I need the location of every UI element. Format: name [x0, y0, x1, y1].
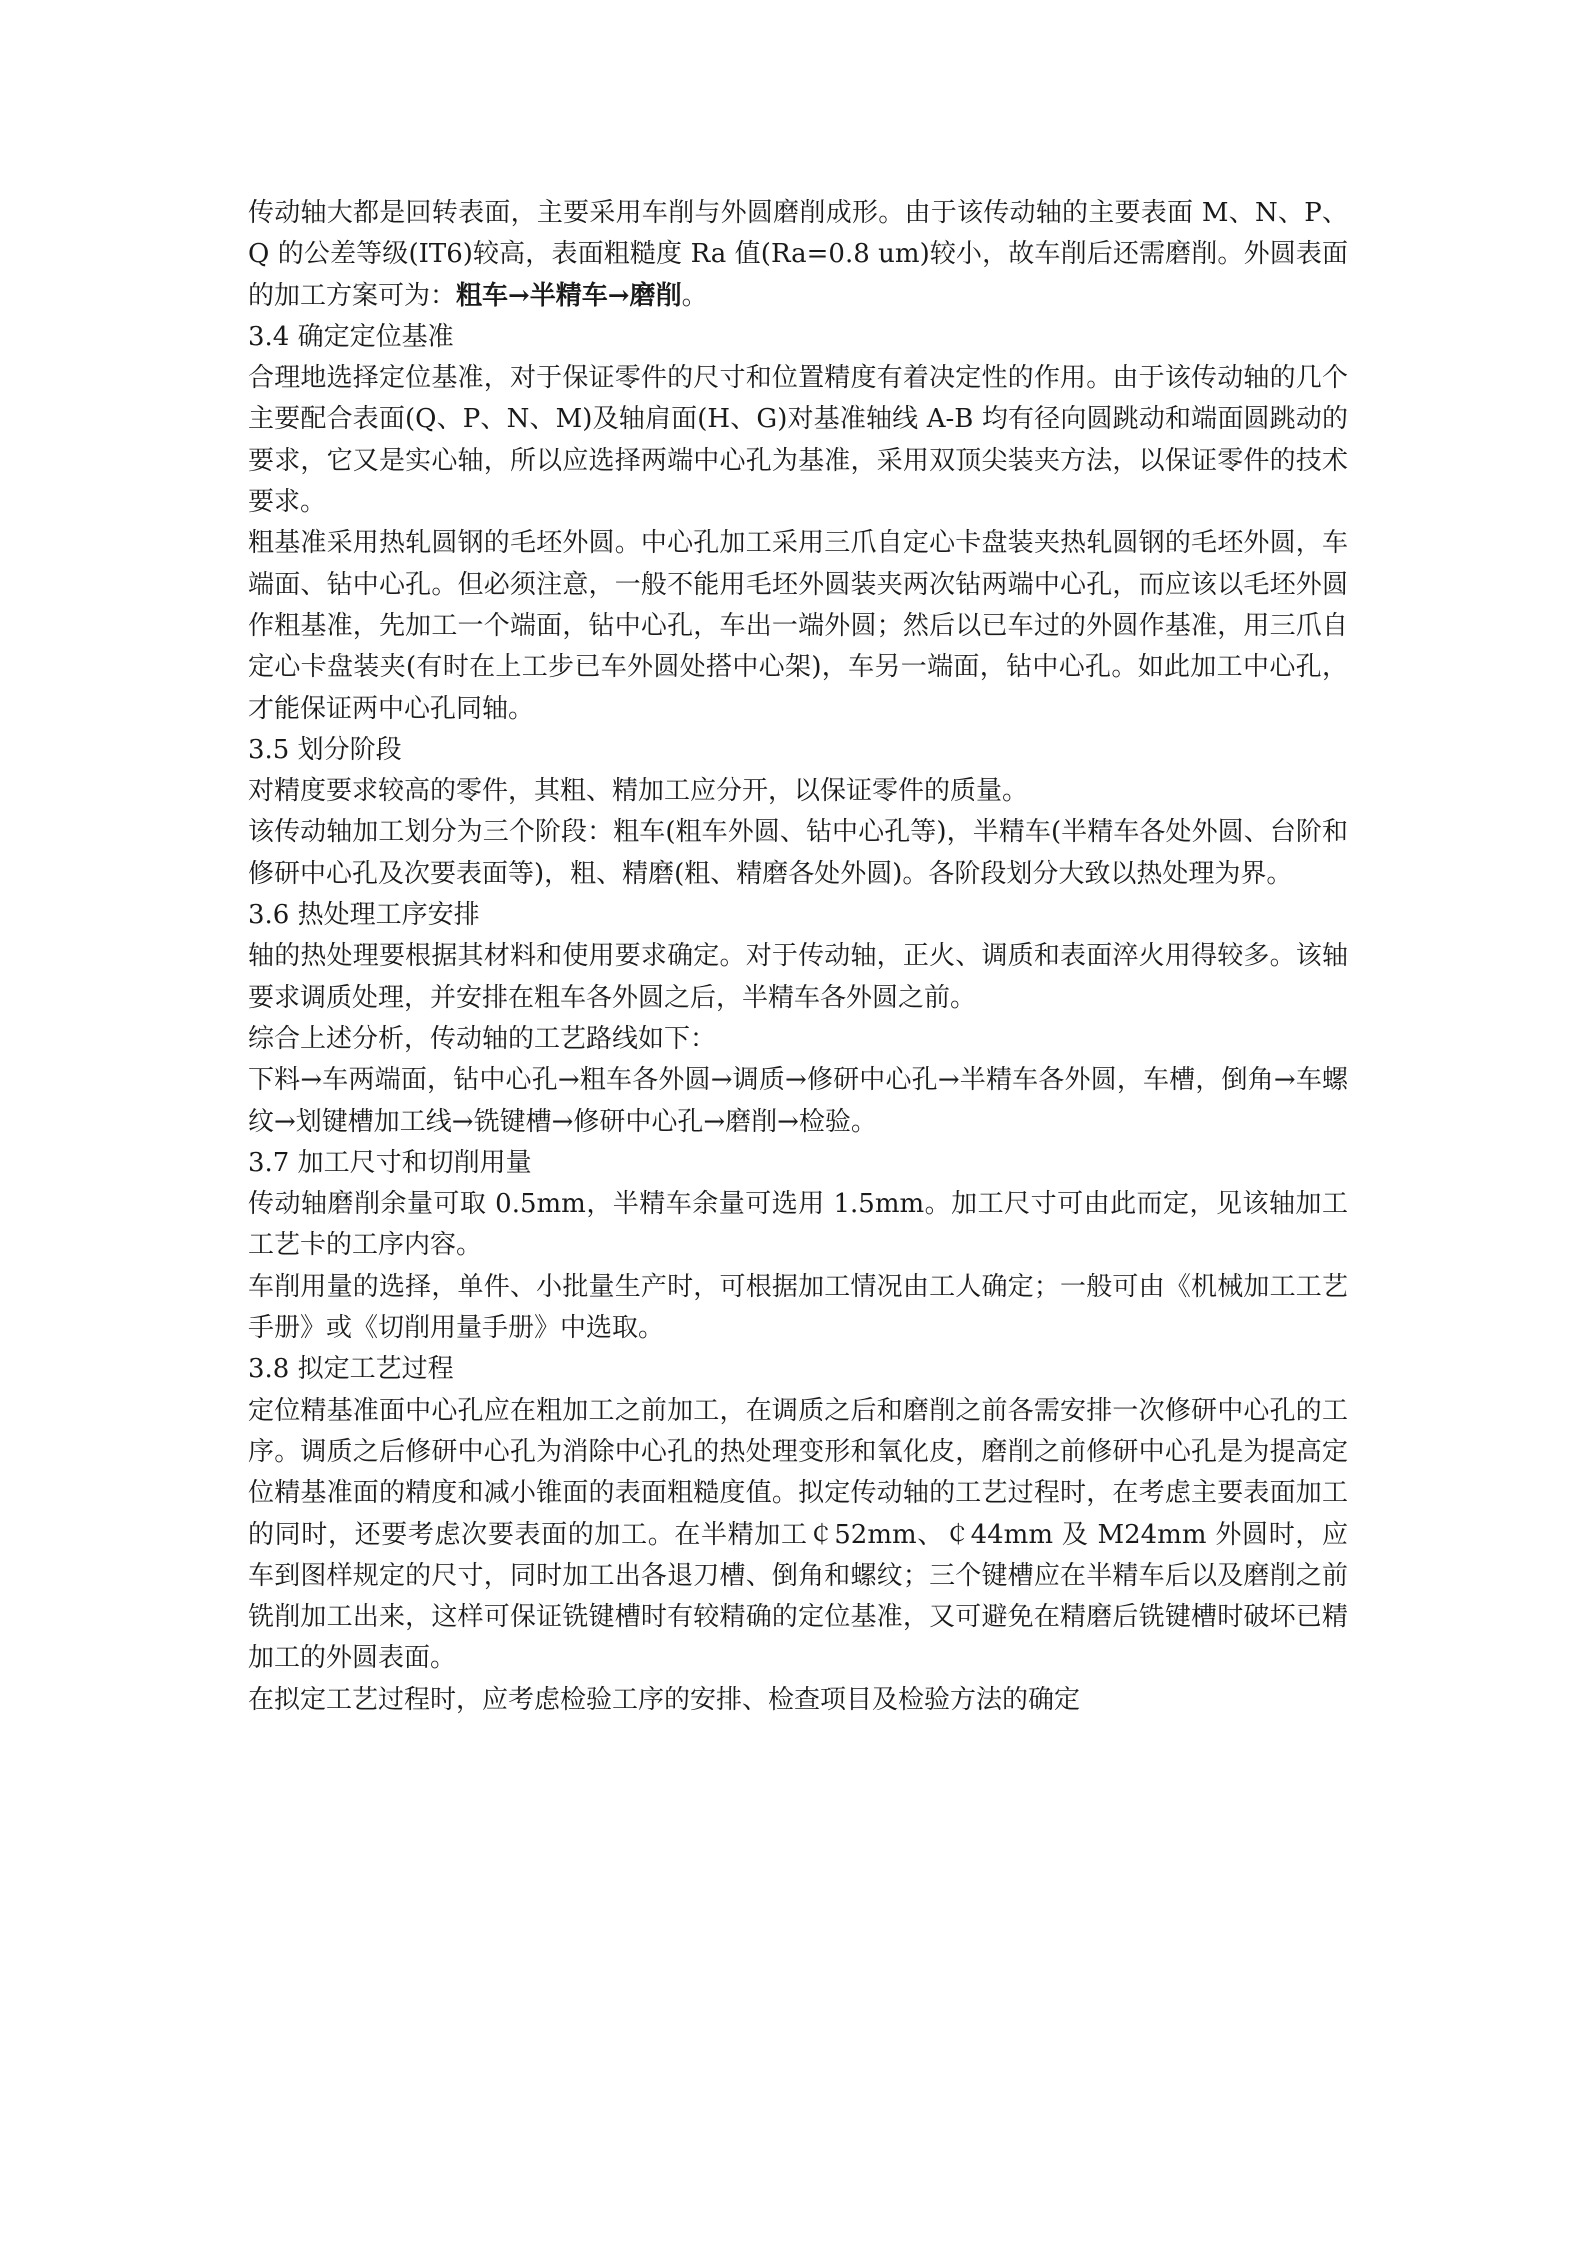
paragraph-inspection: 在拟定工艺过程时，应考虑检验工序的安排、检查项目及检验方法的确定	[248, 1684, 1081, 1715]
section-heading-3-7: 3.7 加工尺寸和切削用量	[248, 1147, 532, 1178]
section-heading-3-6: 3.6 热处理工序安排	[248, 900, 480, 931]
paragraph-cutting-parameters: 车削用量的选择，单件、小批量生产时，可根据加工情况由工人确定；一般可由《机械加工工艺手册》或《切削用量手册》中选取。	[248, 1271, 1348, 1344]
paragraph-allowance: 传动轴磨削余量可取 0.5mm，半精车余量可选用 1.5mm。加工尺寸可由此而定，见该轴加工工艺卡的工序内容。	[248, 1189, 1348, 1261]
paragraph-process-plan: 定位精基准面中心孔应在粗加工之前加工，在调质之后和磨削之前各需安排一次修研中心孔的工序。调质之后修研中心孔为消除中心孔的热处理变形和氧化皮，磨削之前修研中心孔是为提高定位精基准面的精度和减小锥面的表面粗糙度值。拟定传动轴的工艺过程时，在考虑主要表面加工的同时，还要考虑次要表面的加工。在半精加工￠52mm、￠44mm 及 M24mm 外圆时，应车到图样规定的尺寸，同时加工出各退刀槽、倒角和螺纹；三个键槽应在半精车后以及磨削之前铣削加工出来，这样可保证铣键槽时有较精确的定位基准，又可避免在精磨后铣键槽时破坏已精加工的外圆表面。	[248, 1395, 1348, 1674]
paragraph-end: 。	[681, 280, 708, 311]
section-heading-3-5: 3.5 划分阶段	[248, 734, 402, 765]
paragraph-stage-separation: 对精度要求较高的零件，其粗、精加工应分开，以保证零件的质量。	[248, 776, 1029, 807]
paragraph-heat-treatment: 轴的热处理要根据其材料和使用要求确定。对于传动轴，正火、调质和表面淬火用得较多。该轴要求调质处理，并安排在粗车各外圆之后，半精车各外圆之前。	[248, 941, 1348, 1013]
paragraph-process-route: 下料→车两端面，钻中心孔→粗车各外圆→调质→修研中心孔→半精车各外圆，车槽，倒角→车螺纹→划键槽加工线→铣键槽→修研中心孔→磨削→检验。	[248, 1065, 1348, 1137]
paragraph-text: 传动轴大都是回转表面，主要采用车削与外圆磨削成形。由于该传动轴的主要表面 M、N、P、Q 的公差等级(IT6)较高，表面粗糙度 Ra 值(Ra=0.8 um)较小，故车削后还需磨削。外圆表面的加工方案可为：	[248, 198, 1348, 311]
document-body	[248, 193, 1348, 1721]
paragraph-locating-datum: 合理地选择定位基准，对于保证零件的尺寸和位置精度有着决定性的作用。由于该传动轴的几个主要配合表面(Q、P、N、M)及轴肩面(H、G)对基准轴线 A-B 均有径向圆跳动和端面圆跳动的要求，它又是实心轴，所以应选择两端中心孔为基准，采用双顶尖装夹方法，以保证零件的技术要求。	[248, 363, 1348, 518]
section-heading-3-4: 3.4 确定定位基准	[248, 321, 454, 352]
paragraph-three-stages: 该传动轴加工划分为三个阶段：粗车(粗车外圆、钻中心孔等)，半精车(半精车各处外圆、台阶和修研中心孔及次要表面等)，粗、精磨(粗、精磨各处外圆)。各阶段划分大致以热处理为界。	[248, 817, 1348, 889]
machining-scheme-bold: 粗车→半精车→磨削	[456, 280, 682, 311]
paragraph-route-intro: 综合上述分析，传动轴的工艺路线如下：	[248, 1023, 717, 1054]
paragraph-turning-grinding	[248, 193, 1348, 317]
section-heading-3-8: 3.8 拟定工艺过程	[248, 1354, 454, 1385]
paragraph-rough-datum: 粗基准采用热轧圆钢的毛坯外圆。中心孔加工采用三爪自定心卡盘装夹热轧圆钢的毛坯外圆，车端面、钻中心孔。但必须注意，一般不能用毛坯外圆装夹两次钻两端中心孔，而应该以毛坯外圆作粗基准，先加工一个端面，钻中心孔，车出一端外圆；然后以已车过的外圆作基准，用三爪自定心卡盘装夹(有时在上工步已车外圆处搭中心架)，车另一端面，钻中心孔。如此加工中心孔，才能保证两中心孔同轴。	[248, 528, 1348, 724]
